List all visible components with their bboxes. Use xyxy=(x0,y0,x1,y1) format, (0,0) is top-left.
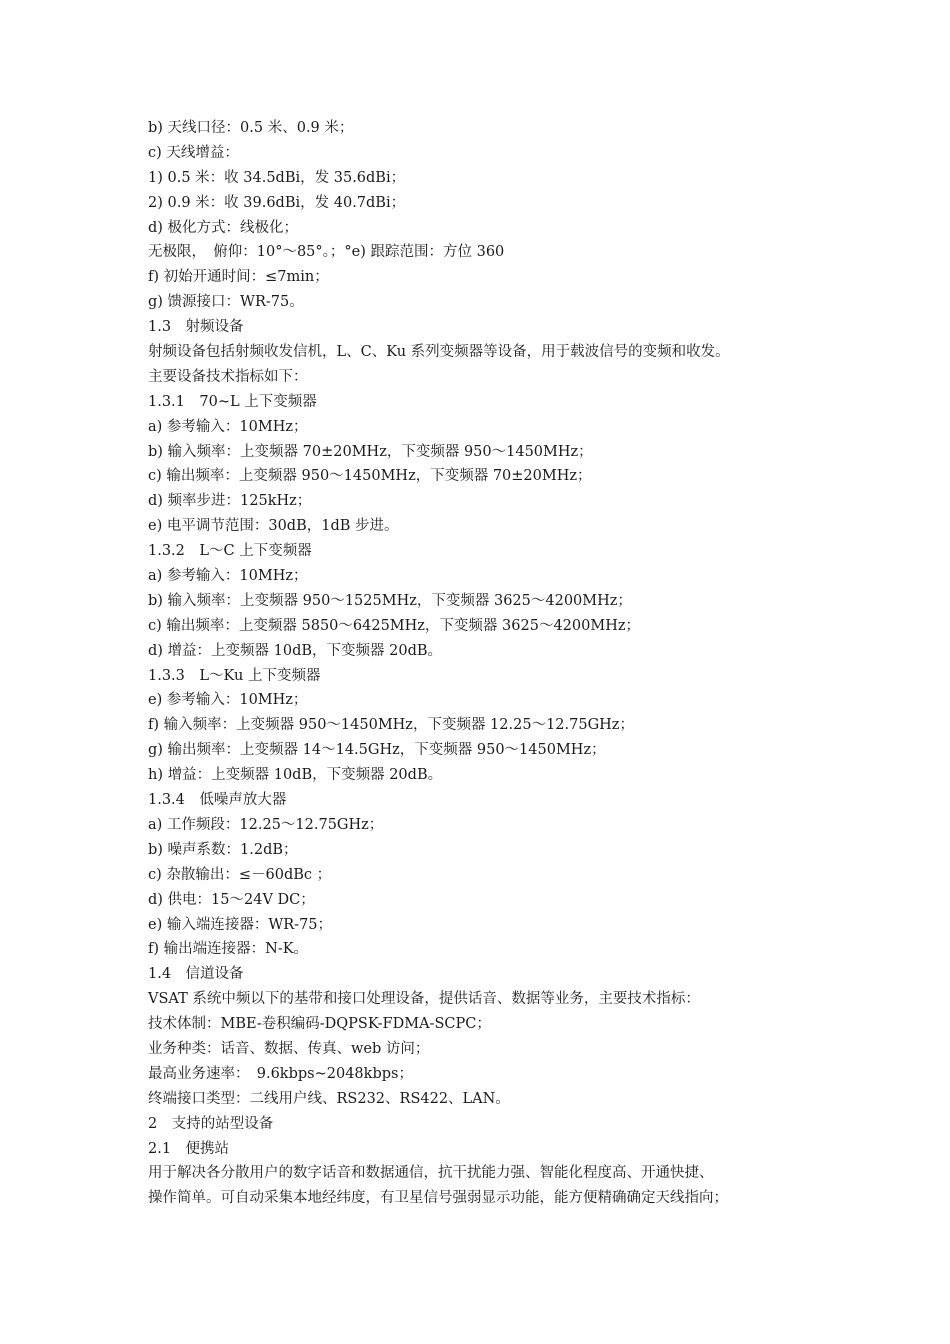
text-line: b) 天线口径：0.5 米、0.9 米； xyxy=(148,120,354,136)
text-line: f) 输出端连接器：N-K。 xyxy=(148,941,309,958)
section-heading: 2 支持的站型设备 xyxy=(148,1115,274,1132)
text-line: 射频设备包括射频收发信机，L、C、Ku 系列变频器等设备，用于载波信号的变频和收发。 xyxy=(148,344,730,361)
section-heading: 2.1 便携站 xyxy=(148,1140,230,1157)
text-line: VSAT 系统中频以下的基带和接口处理设备，提供话音、数据等业务，主要技术指标： xyxy=(148,991,700,1008)
text-line: b) 输入频率：上变频器 950～1525MHz，下变频器 3625～4200MHz； xyxy=(148,592,632,609)
text-line: a) 参考输入：10MHz； xyxy=(148,568,308,585)
section-heading: 1.3.3 L～Ku 上下变频器 xyxy=(148,667,321,684)
text-line: 终端接口类型：二线用户线、RS232、RS422、LAN。 xyxy=(148,1090,510,1107)
text-line: d) 频率步进：125kHz； xyxy=(148,493,312,510)
text-line: h) 增益：上变频器 10dB，下变频器 20dB。 xyxy=(148,767,443,784)
text-line: d) 增益：上变频器 10dB，下变频器 20dB。 xyxy=(148,642,443,659)
text-line: g) 馈源接口：WR-75。 xyxy=(148,294,304,311)
text-line: d) 供电：15～24V DC； xyxy=(148,891,315,908)
text-line: 业务种类：话音、数据、传真、web 访问； xyxy=(148,1040,430,1057)
section-heading: 1.3 射频设备 xyxy=(148,319,244,336)
text-line: c) 输出频率：上变频器 5850～6425MHz，下变频器 3625～4200MHz； xyxy=(148,617,640,634)
text-line: 1) 0.5 米：收 34.5dBi，发 35.6dBi； xyxy=(148,169,406,186)
text-line: f) 初始开通时间：≤7min； xyxy=(148,269,329,286)
text-line: 技术体制：MBE-卷积编码-DQPSK-FDMA-SCPC； xyxy=(148,1016,491,1033)
text-line: c) 输出频率：上变频器 950～1450MHz，下变频器 70±20MHz； xyxy=(148,468,592,485)
section-heading: 1.3.4 低噪声放大器 xyxy=(148,792,287,809)
text-line: g) 输出频率：上变频器 14～14.5GHz，下变频器 950～1450MHz； xyxy=(148,742,606,759)
text-line: 用于解决各分散用户的数字话音和数据通信，抗干扰能力强、智能化程度高、开通快捷、 xyxy=(148,1165,714,1182)
text-line: 主要设备技术指标如下： xyxy=(148,368,308,385)
text-line: 操作简单。可自动采集本地经纬度，有卫星信号强弱显示功能，能方便精确确定天线指向； xyxy=(148,1190,728,1207)
section-heading: 1.3.1 70~L 上下变频器 xyxy=(148,393,317,410)
text-line: d) 极化方式：线极化； xyxy=(148,219,299,236)
text-line: e) 输入端连接器：WR-75； xyxy=(148,916,333,933)
text-line: 最高业务速率： 9.6kbps~2048kbps； xyxy=(148,1065,413,1082)
text-line: 无极限， 俯仰：10°～85°。；°e) 跟踪范围：方位 360 xyxy=(148,244,505,261)
text-line: c) 杂散输出：≤－60dBc ； xyxy=(148,866,332,883)
text-line: a) 工作频段：12.25～12.75GHz； xyxy=(148,816,384,833)
text-line: a) 参考输入：10MHz； xyxy=(148,418,308,435)
text-line: f) 输入频率：上变频器 950～1450MHz，下变频器 12.25～12.75GHz； xyxy=(148,717,634,734)
section-heading: 1.3.2 L～C 上下变频器 xyxy=(148,543,312,560)
text-line: e) 参考输入：10MHz； xyxy=(148,692,308,709)
text-line: b) 输入频率：上变频器 70±20MHz，下变频器 950～1450MHz； xyxy=(148,443,593,460)
text-line: b) 噪声系数：1.2dB； xyxy=(148,841,298,858)
section-heading: 1.4 信道设备 xyxy=(148,966,244,983)
text-line: c) 天线增益： xyxy=(148,144,239,161)
text-line: e) 电平调节范围：30dB，1dB 步进。 xyxy=(148,518,399,535)
text-line: 2) 0.9 米：收 39.6dBi，发 40.7dBi； xyxy=(148,194,406,211)
document-body xyxy=(148,116,828,1211)
